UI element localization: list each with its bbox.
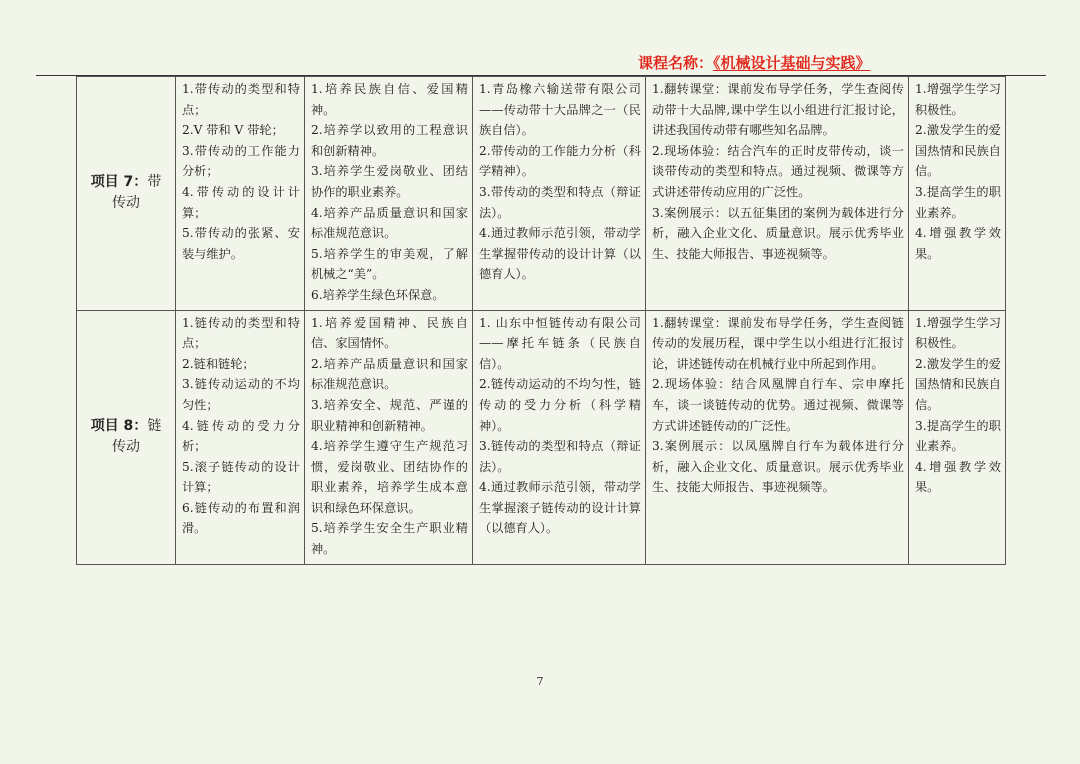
list-item: 3.培养安全、规范、严谨的职业精神和创新精神。 — [311, 397, 468, 433]
project-cell — [77, 310, 176, 564]
list-item: 2.带传动的工作能力分析（科学精神）。 — [479, 143, 641, 179]
ideology-cell — [305, 77, 473, 311]
list-item: 3.案例展示：以五征集团的案例为载体进行分析，融入企业文化、质量意识。展示优秀毕业生、技能大师报告、事迹视频等。 — [652, 205, 904, 261]
project-prefix: 项目 8： — [90, 418, 148, 435]
list-item: 3.带传动的类型和特点（辩证法）。 — [479, 184, 641, 220]
list-item: 2.V 带和 V 带轮； — [182, 123, 284, 138]
list-item: 4.培养产品质量意识和国家标准规范意识。 — [311, 205, 468, 241]
teaching-plan-table — [76, 76, 1006, 565]
effects-cell — [909, 310, 1006, 564]
methods-cell — [646, 310, 909, 564]
list-item: 4.培养学生遵守生产规范习惯，爱岗敬业、团结协作的职业素养，培养学生成本意识和绿色环保意识。 — [311, 439, 468, 515]
table-row — [77, 77, 1006, 311]
table-row — [77, 310, 1006, 564]
list-item: 1.增强学生学习积极性。 — [915, 82, 1001, 117]
list-item: 4.带传动的设计计算； — [182, 184, 300, 220]
list-item: 3.带传动的工作能力分析； — [182, 143, 300, 179]
list-item: 3.链传动运动的不均匀性； — [182, 377, 300, 412]
course-name: 《机械设计基础与实践》 — [713, 54, 871, 72]
list-item: 2.链和链轮； — [182, 356, 255, 371]
list-item: 3.培养学生爱岗敬业、团结协作的职业素养。 — [311, 164, 468, 199]
content-cell — [176, 310, 305, 564]
project-prefix: 项目 7： — [90, 174, 148, 191]
list-item: 3.案例展示：以凤凰牌自行车为载体进行分析，融入企业文化、质量意识。展示优秀毕业生、技能大师报告、事迹视频等。 — [652, 439, 904, 495]
list-item: 4.链传动的受力分析； — [182, 418, 300, 454]
list-item: 5.培养学生的审美观，了解机械之“美”。 — [311, 246, 468, 282]
list-item: 4.增强教学效果。 — [915, 459, 1001, 495]
project-name: 链传动 — [112, 418, 162, 456]
list-item: 2.链传动运动的不均匀性，链传动的受力分析（科学精神）。 — [479, 377, 641, 433]
list-item: 5.带传动的张紧、安装与维护。 — [182, 226, 300, 261]
list-item: 2.培养学以致用的工程意识和创新精神。 — [311, 123, 468, 158]
list-item: 5.滚子链传动的设计计算； — [182, 459, 300, 495]
list-item: 1.翻转课堂：课前发布导学任务，学生查阅传动带十大品牌,课中学生以小组进行汇报讨论，讲述我国传动带有哪些知名品牌。 — [652, 82, 904, 138]
list-item: 2.培养产品质量意识和国家标准规范意识。 — [311, 356, 468, 392]
ideology-cell — [305, 310, 473, 564]
course-label: 课程名称： — [638, 54, 714, 72]
cases-cell — [473, 310, 646, 564]
list-item: 1.带传动的类型和特点； — [182, 82, 300, 117]
project-name: 带传动 — [112, 174, 162, 212]
list-item: 1. 山东中恒链传动有限公司——摩托车链条（民族自信）。 — [479, 315, 641, 371]
list-item: 2.现场体验：结合凤凰牌自行车、宗申摩托车，谈一谈链传动的优势。通过视频、微课等方式讲述链传动的广泛性。 — [652, 377, 904, 433]
list-item: 1.青岛橡六输送带有限公司——传动带十大品牌之一（民族自信）。 — [479, 82, 641, 138]
content-cell — [176, 77, 305, 311]
list-item: 1.链传动的类型和特点； — [182, 315, 300, 351]
list-item: 1.翻转课堂：课前发布导学任务，学生查阅链传动的发展历程，课中学生以小组进行汇报讨论，讲述链传动在机械行业中所起到作用。 — [652, 315, 904, 371]
methods-cell — [646, 77, 909, 311]
list-item: 2.激发学生的爱国热情和民族自信。 — [915, 356, 1001, 412]
list-item: 1.培养爱国精神、民族自信、家国情怀。 — [311, 315, 468, 351]
list-item: 4.通过教师示范引领，带动学生掌握滚子链传动的设计计算（以德育人）。 — [479, 480, 641, 536]
list-item: 4.增强教学效果。 — [915, 226, 1001, 261]
effects-cell — [909, 77, 1006, 311]
list-item: 1.增强学生学习积极性。 — [915, 315, 1001, 351]
project-cell — [77, 77, 176, 311]
list-item: 1.培养民族自信、爱国精神。 — [311, 82, 468, 117]
page-number: 7 — [536, 675, 544, 688]
list-item: 3.链传动的类型和特点（辩证法）。 — [479, 439, 641, 474]
list-item: 3.提高学生的职业素养。 — [915, 184, 1001, 220]
course-title — [638, 52, 871, 73]
list-item: 6.链传动的布置和润滑。 — [182, 500, 300, 536]
list-item: 2.现场体验：结合汽车的正时皮带传动，谈一谈带传动的类型和特点。通过视频、微课等方式讲述带传动应用的广泛性。 — [652, 143, 904, 199]
list-item: 6.培养学生绿色环保意。 — [311, 287, 445, 302]
cases-cell — [473, 77, 646, 311]
list-item: 3.提高学生的职业素养。 — [915, 418, 1001, 454]
list-item: 4.通过教师示范引领，带动学生掌握带传动的设计计算（以德育人）。 — [479, 226, 641, 282]
list-item: 2.激发学生的爱国热情和民族自信。 — [915, 123, 1001, 179]
list-item: 5.培养学生安全生产职业精神。 — [311, 521, 468, 557]
